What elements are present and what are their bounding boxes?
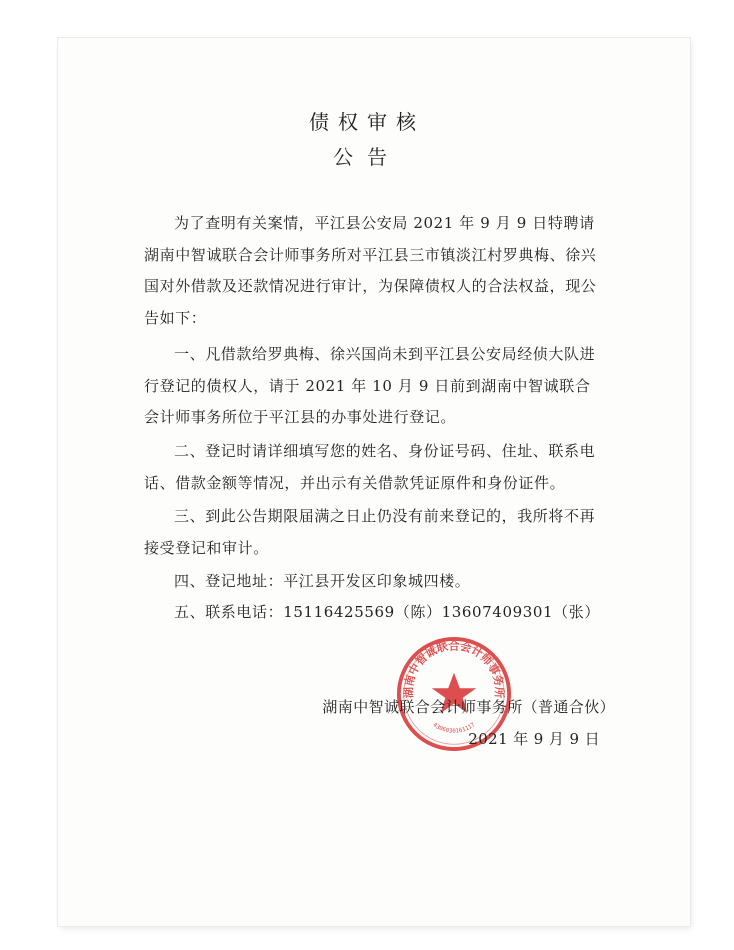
document-subtitle: 公告 bbox=[333, 145, 401, 169]
paragraph-item-1: 一、凡借款给罗典梅、徐兴国尚未到平江县公安局经侦大队进行登记的债权人，请于 2021 年 10 月 9 日前到湖南中智诚联合会计师事务所位于平江县的办事处进行登记。 bbox=[144, 345, 596, 426]
paragraph-item-5: 五、联系电话：15116425569（陈）13607409301（张） bbox=[174, 603, 600, 621]
seal-number: 4306030161117 bbox=[431, 722, 477, 735]
paragraph-item-2: 二、登记时请详细填写您的姓名、身份证号码、住址、联系电话、借款金额等情况，并出示有关借款凭证原件和身份证件。 bbox=[144, 442, 596, 492]
paragraph-item-3: 三、到此公告期限届满之日止仍没有前来登记的，我所将不再接受登记和审计。 bbox=[144, 507, 596, 557]
paragraph-intro: 为了查明有关案情，平江县公安局 2021 年 9 月 9 日特聘请湖南中智诚联合会计师事务所对平江县三市镇淡江村罗典梅、徐兴国对外借款及还款情况进行审计，为保障债权人的合法权益，现公告如下： bbox=[144, 214, 597, 327]
paragraph-item-4: 四、登记地址：平江县开发区印象城四楼。 bbox=[174, 572, 471, 590]
sign-date: 2021 年 9 月 9 日 bbox=[468, 730, 600, 748]
signer-name: 湖南中智诚联合会计师事务所（普通合伙） bbox=[322, 698, 615, 716]
document-title: 债权审核 bbox=[309, 110, 425, 134]
seal-text: 湖南中智诚联合会计师事务所 bbox=[402, 639, 506, 699]
